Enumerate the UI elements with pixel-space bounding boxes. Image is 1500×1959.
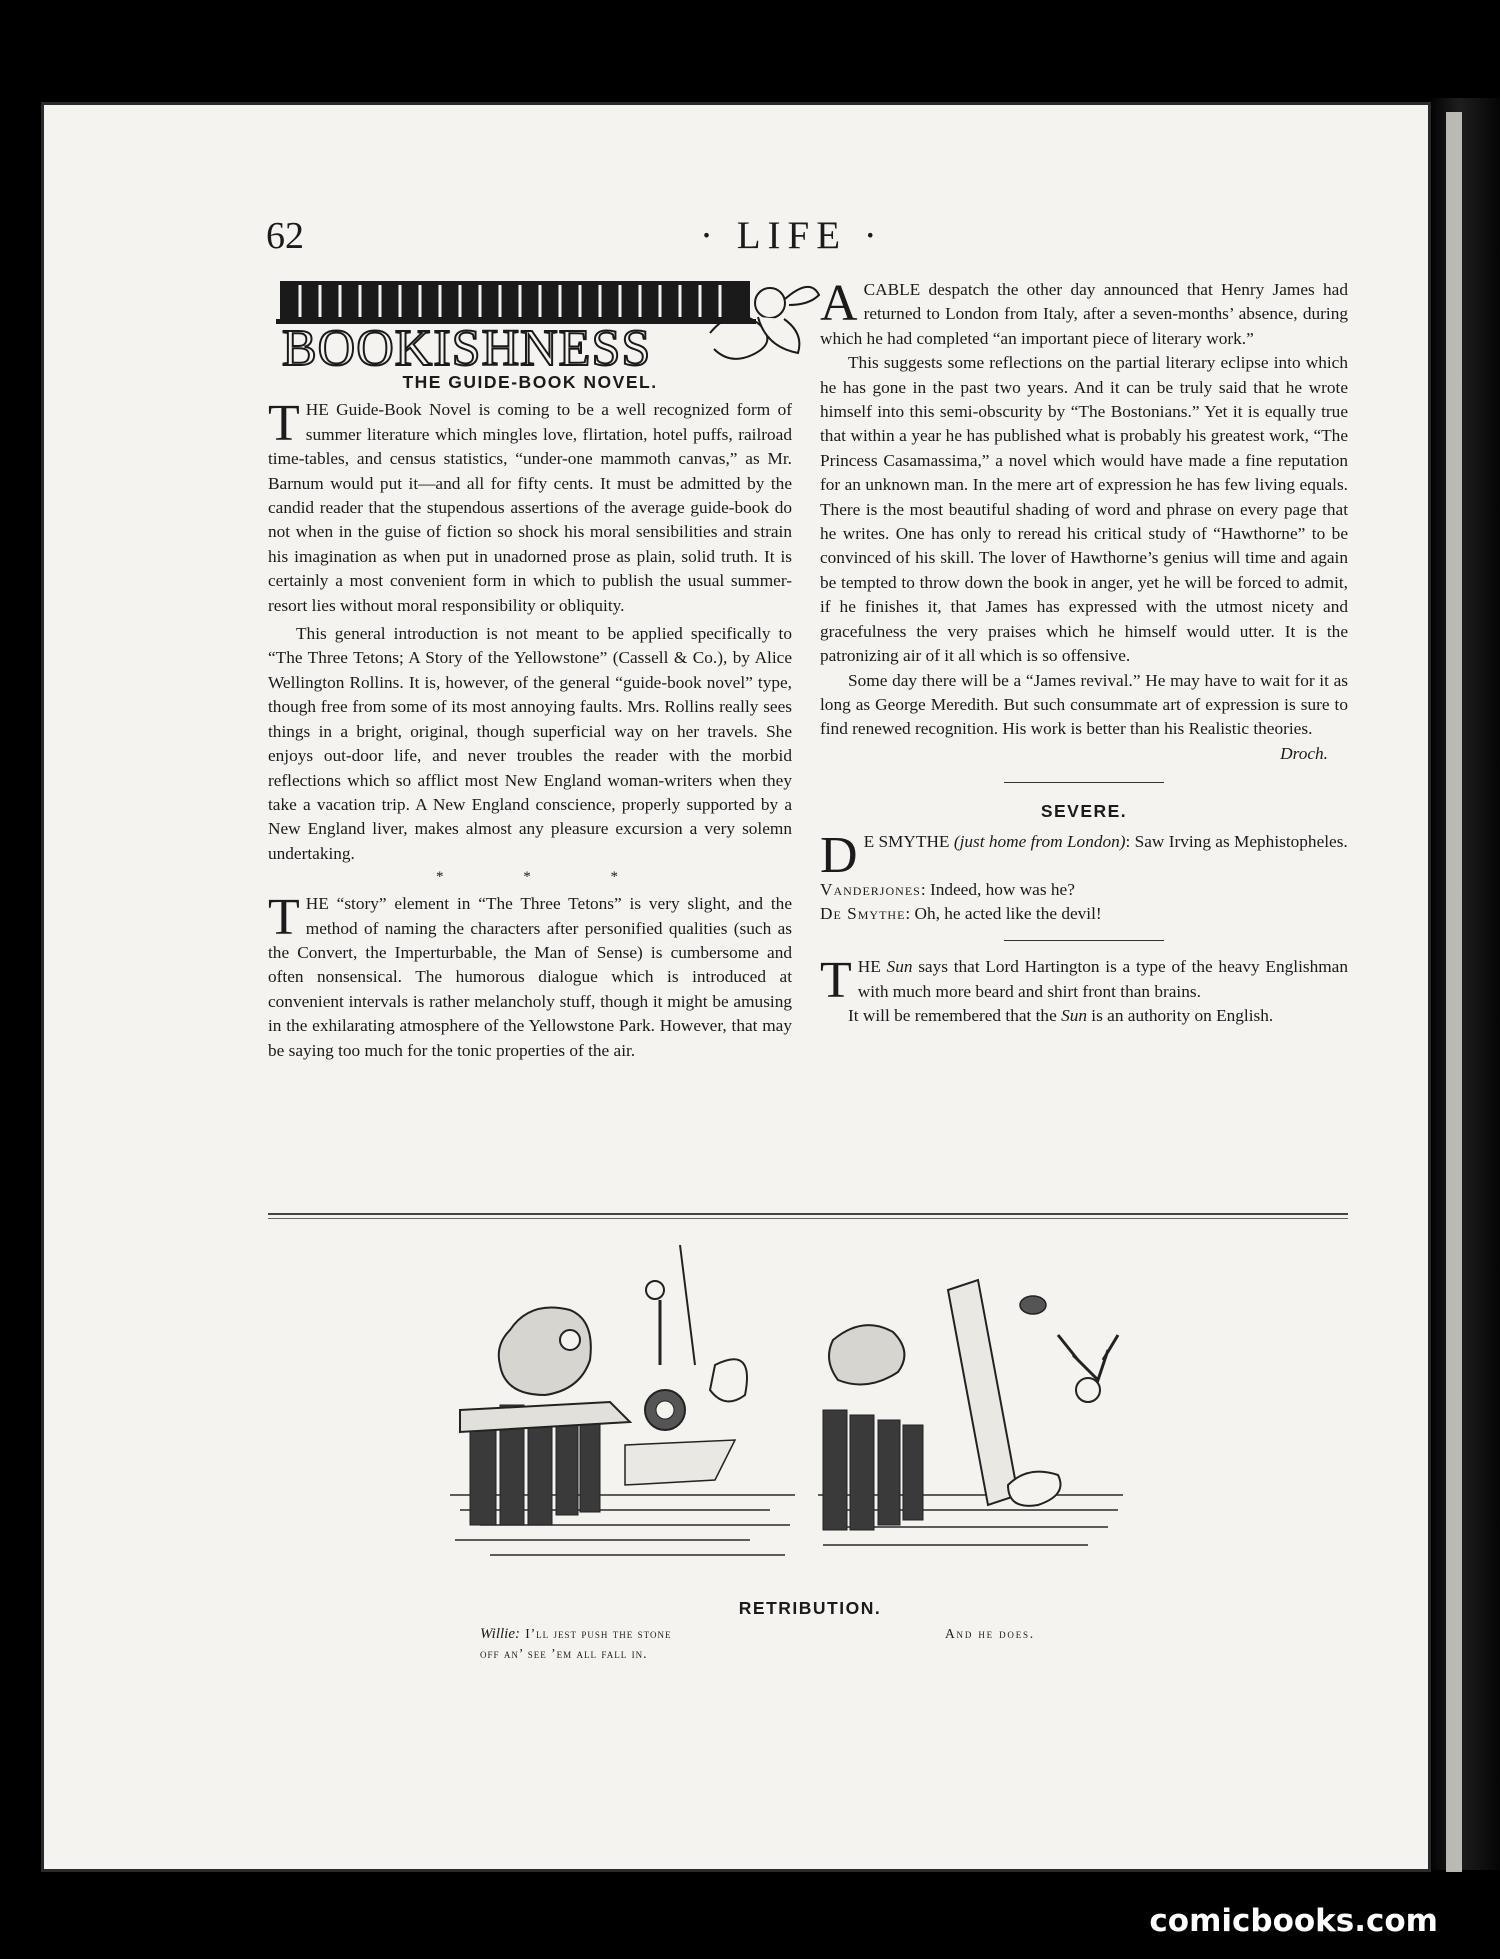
guide-book-paragraph-3 — [268, 889, 792, 1063]
newspaper-name: Sun — [886, 957, 913, 977]
drop-cap: A — [820, 275, 858, 332]
cartoon-title: RETRIBUTION. — [738, 1598, 882, 1618]
james-paragraph-1 — [820, 275, 1348, 351]
caption-line-2: off an’ see ’em all fall in. — [480, 1646, 648, 1661]
drop-cap: T — [820, 952, 852, 1010]
paragraph-text: is an authority on English. — [1086, 1006, 1274, 1026]
adjacent-page-edge — [1432, 98, 1500, 1870]
adjacent-page-strip — [1446, 112, 1462, 1872]
tipping-plank-icon — [948, 1280, 1018, 1505]
fishing-figure-icon — [646, 1281, 664, 1299]
guide-book-paragraph-2: This general introduction is not meant to be applied specifically to “The Three Tetons; A Story of the Yellowstone” (Cassell & Co.), by Alice Wellington Rollins. It is, however, of the general “guide-book novel” type, though free from some of its most annoying faults. Mrs. Rollins really sees things in a bright, original, though superficial way on her travels. She enjoys out-door life, and never troubles the reader with the morbid reflections which so afflict most New England woman-writers when they take a vacation trip. A New England conscience, properly supported by a New England liver, makes almost any pleasure excursion a very solemn undertaking. — [268, 624, 792, 863]
child-figure-icon — [560, 1330, 580, 1350]
sun-paragraph-2 — [820, 1004, 1348, 1028]
sun-paragraph-1 — [820, 952, 1348, 1010]
caption-line-1: I’ll jest push the stone — [525, 1626, 672, 1641]
rock-ledge-icon — [460, 1402, 630, 1432]
paragraph-text: HE “story” element in “The Three Tetons” is very slight, and the method of naming the characters after personified qualities (such as the Convert, the Imperturbable, the Man of Sense) is cumbersome and often nonsensical. The humorous dialogue which is introduced at convenient intervals is rather melancholy stuff, though it might be amusing in the exhilarating atmosphere of the Yellowstone Park. However, that may be saying too much for the tonic properties of the air. — [268, 894, 792, 1060]
cartoon-panel-left — [450, 1245, 795, 1570]
speaker-name: De Smythe — [820, 903, 906, 923]
drop-cap: T — [268, 395, 300, 453]
drop-cap: T — [268, 889, 300, 947]
speaker-name: E SMYTHE — [863, 831, 950, 851]
divider — [1004, 940, 1164, 941]
james-paragraph-2: This suggests some reflections on the partial literary eclipse into which he has gone in the past two years. And it can be truly said that he wrote himself into this semi-obscurity by “The Bostonians.” Yet it is equally true that within a year he has published what is probably his greatest work, “The Princess Casamassima,” a novel which would have made a fine reputation for an unknown man. In the mere art of expression he has few living equals. There is the most beautiful shading of word and phrase on every page that he writes. One has only to reread his critical study of “Hawthorne” to be convinced of his skill. The lover of Hawthorne’s genius will time and again be tempted to throw down the book in anger, yet he will be forced to admit, if he finishes it, that James has expressed with the utmost nicety and gracefulness the very praises which he himself would utter. It is the patronizing air of it all which is so offensive. — [820, 353, 1348, 666]
guide-book-novel-heading: THE GUIDE-BOOK NOVEL. — [402, 372, 658, 392]
hat-icon — [710, 1359, 747, 1401]
divider — [1004, 782, 1164, 783]
left-column — [268, 370, 792, 1063]
severe-line-3 — [820, 902, 1348, 926]
severe-line-2 — [820, 878, 1348, 902]
cherub-head-icon — [755, 288, 785, 318]
dialogue-text: : Oh, he acted like the devil! — [905, 903, 1102, 923]
bookishness-banner — [270, 275, 825, 375]
boulder-icon — [829, 1325, 904, 1384]
right-caption: And he does. — [945, 1626, 1035, 1641]
paragraph-text: HE — [857, 957, 887, 977]
left-caption — [480, 1624, 672, 1664]
severe-line-1 — [820, 826, 1348, 884]
newspaper-name: Sun — [1061, 1006, 1087, 1026]
paragraph-text: says that Lord Hartington is a type of the heavy Englishman with much more beard and shirt front than brains. — [857, 957, 1348, 1001]
section-stars: * * * — [436, 869, 656, 886]
stage-direction: (just home from London) — [953, 831, 1126, 851]
falling-figure-icon — [1076, 1378, 1100, 1402]
paragraph-text: It will be remembered that the — [848, 1006, 1062, 1026]
speaker-name: Vanderjones — [820, 879, 921, 899]
paragraph-text: HE Guide-Book Novel is coming to be a well recognized form of summer literature which mingles love, flirtation, hotel puffs, railroad time-tables, and census statistics, “under-one mammoth canvas,” as Mr. Barnum would put it—and all for fifty cents. It must be admitted by the candid reader that the stupendous assertions of the average guide-book do not when in the guise of fiction so shock his moral sensibilities and strain his imagination as when put in unadorned prose as plain, solid truth. It is certainly a most convenient form in which to publish the usual summer-resort lies without moral responsibility or obliquity. — [268, 400, 792, 615]
drop-cap: D — [820, 826, 858, 884]
guide-book-paragraph-1 — [268, 395, 792, 618]
cherub-wing-icon — [785, 287, 819, 305]
fishing-pole-icon — [680, 1245, 695, 1365]
splash-icon — [1008, 1472, 1061, 1506]
flying-hat-icon — [1020, 1296, 1046, 1314]
section-rule-bottom — [268, 1218, 1348, 1219]
page-number: 62 — [266, 215, 304, 257]
banner-lettering: BOOKISHNESS — [282, 320, 652, 375]
boulder-icon — [499, 1308, 591, 1396]
james-paragraph-3: Some day there will be a “James revival.” He may have to wait for it as long as George Meredith. But such consummate art of expression is sure to find renewed recognition. His work is better than his Realistic theories. — [820, 670, 1348, 739]
caption-speaker: Willie: — [480, 1626, 520, 1642]
paragraph-text: CABLE despatch the other day announced that Henry James had returned to London from Italy, after a seven-months’ absence, during which he had completed “an important piece of literary work.” — [820, 280, 1348, 348]
severe-heading: SEVERE. — [1040, 801, 1128, 822]
raft-icon — [625, 1440, 735, 1485]
signature-droch: Droch. — [1280, 743, 1328, 763]
dialogue-text: : Indeed, how was he? — [920, 879, 1075, 899]
cartoon-panel-right — [818, 1265, 1123, 1570]
right-column — [820, 275, 1348, 1029]
dialogue-text: : Saw Irving as Mephistopheles. — [1125, 831, 1348, 851]
section-rule-top — [268, 1213, 1348, 1215]
watermark: comicbooks.com — [1149, 1903, 1438, 1939]
masthead-title: · LIFE · — [700, 214, 884, 257]
